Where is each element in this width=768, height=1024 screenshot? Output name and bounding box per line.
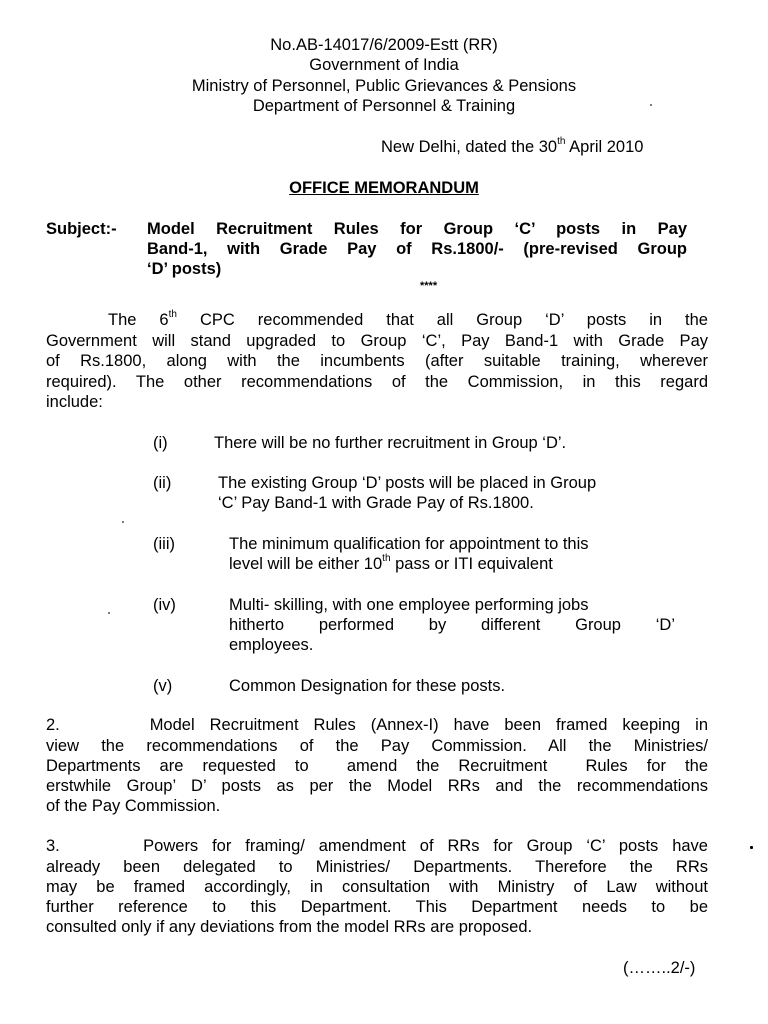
list-item-text: The minimum qualification for appointment to this <box>229 535 589 553</box>
para3-line-5: consulted only if any deviations from the model RRs are proposed. <box>46 918 533 936</box>
list-item-text: hitherto performed by different Group ‘D’ <box>229 616 675 634</box>
date-line: New Delhi, dated the 30th April 2010 <box>381 135 644 156</box>
list-item-number: (v) <box>153 677 173 695</box>
list-item-number: (iv) <box>153 596 176 614</box>
list-item-number: (iii) <box>153 535 175 553</box>
list-item-number: (i) <box>153 434 168 452</box>
page-continuation: (……..2/-) <box>623 959 696 977</box>
list-item-text: employees. <box>229 636 314 654</box>
subject-line-3: ‘D’ posts) <box>147 260 222 278</box>
department-line: Department of Personnel & Training <box>252 97 516 115</box>
para1-line-1: The 6th CPC recommended that all Group ‘D’ posts in the <box>108 308 708 329</box>
document-title: OFFICE MEMORANDUM <box>289 179 479 197</box>
subject-line-1: Model Recruitment Rules for Group ‘C’ posts in Pay <box>147 220 687 238</box>
subject-label: Subject:- <box>46 220 117 238</box>
para1-line-2: Government will stand upgraded to Group ‘C’, Pay Band-1 with Grade Pay <box>46 332 708 350</box>
scan-speck <box>750 846 753 849</box>
para3-line-2: already been delegated to Ministries/ Departments. Therefore the RRs <box>46 858 708 876</box>
para3-line-1: 3. Powers for framing/ amendment of RRs for Group ‘C’ posts have <box>46 837 708 855</box>
list-item-text: Multi- skilling, with one employee performing jobs <box>229 596 589 614</box>
para2-line-5: of the Pay Commission. <box>46 797 221 815</box>
government-line: Government of India <box>309 56 459 74</box>
para3-line-4: further reference to this Department. This Department needs to be <box>46 898 708 916</box>
para2-line-3: Departments are requested to amend the Recruitment Rules for the <box>46 757 708 775</box>
list-item-number: (ii) <box>153 474 172 492</box>
scan-speck <box>650 104 652 106</box>
para1-line-4: required). The other recommendations of the Commission, in this regard <box>46 373 708 391</box>
list-item-text: The existing Group ‘D’ posts will be placed in Group <box>218 474 597 492</box>
para2-line-4: erstwhile Group’ D’ posts as per the Model RRs and the recommendations <box>46 777 708 795</box>
para3-line-3: may be framed accordingly, in consultation with Ministry of Law without <box>46 878 708 896</box>
list-item-text: There will be no further recruitment in Group ‘D’. <box>214 434 567 452</box>
reference-number: No.AB-14017/6/2009-Estt (RR) <box>270 36 498 54</box>
list-item-text: ‘C’ Pay Band-1 with Grade Pay of Rs.1800. <box>218 494 534 512</box>
para2-line-2: view the recommendations of the Pay Commission. All the Ministries/ <box>46 737 708 755</box>
list-item-text: level will be either 10th pass or ITI equivalent <box>229 552 553 573</box>
subject-separator: **** <box>420 280 438 292</box>
scan-speck <box>108 612 110 614</box>
para1-line-5: include: <box>46 393 103 411</box>
para2-line-1: 2. Model Recruitment Rules (Annex-I) have been framed keeping in <box>46 716 708 734</box>
para1-line-3: of Rs.1800, along with the incumbents (after suitable training, wherever <box>46 352 708 370</box>
ministry-line: Ministry of Personnel, Public Grievances & Pensions <box>191 77 577 95</box>
subject-line-2: Band-1, with Grade Pay of Rs.1800/- (pre-revised Group <box>147 240 687 258</box>
scan-speck <box>122 521 124 523</box>
list-item-text: Common Designation for these posts. <box>229 677 506 695</box>
